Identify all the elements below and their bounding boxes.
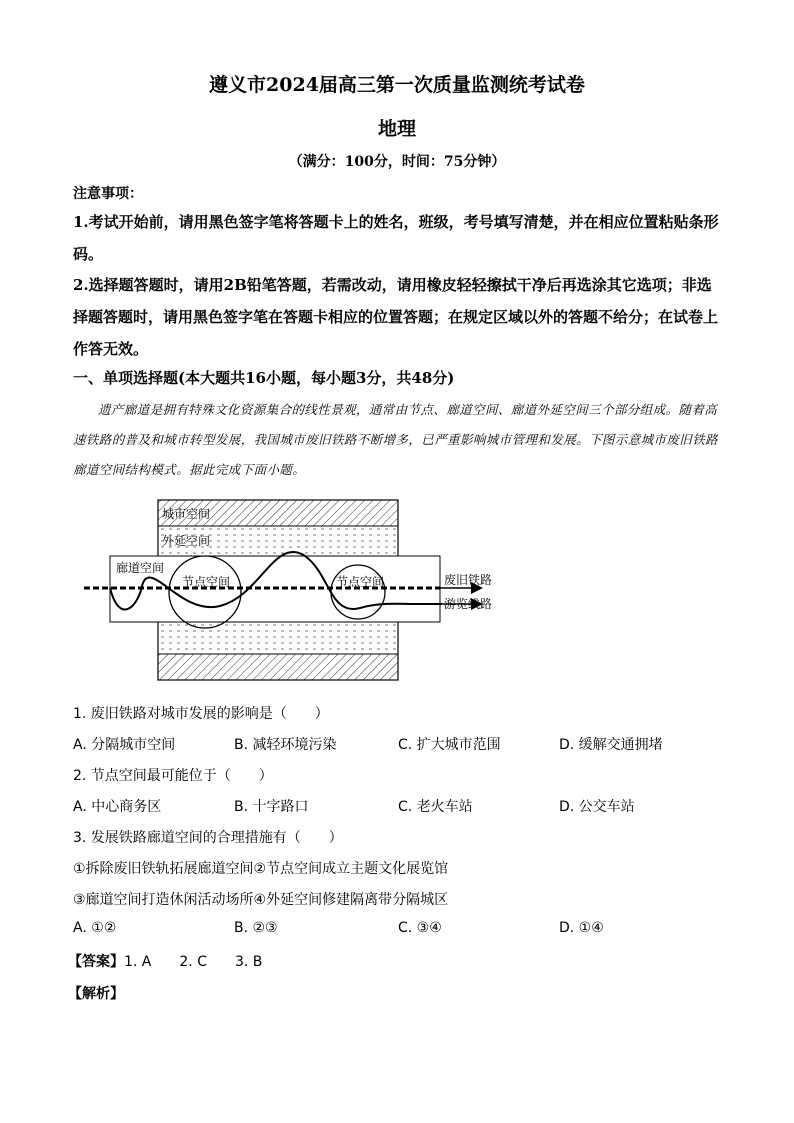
analysis-tag: 【解析】 [68, 986, 124, 1002]
question-2-option-d: D. 公交车站 [559, 799, 635, 815]
answer-text: 1. A 2. C 3. B [124, 954, 263, 970]
corridor-structure-figure [80, 496, 510, 686]
notice-item-2: 2.选择题答题时，请用2B铅笔答题，若需改动，请用橡皮轻轻擦拭干净后再选涂其它选项；非选择题答题时，请用黑色签字笔在答题卡相应的位置答题；在规定区域以外的答题不给分；在试卷上作答无效。 [73, 276, 719, 358]
question-3-option-d: D. ①④ [559, 920, 604, 936]
question-3-statements-line-2: ③廊道空间打造休闲活动场所④外延空间修建隔离带分隔城区 [73, 892, 449, 908]
label-corridor-space: 廊道空间 [116, 561, 165, 575]
question-3-option-b: B. ②③ [234, 920, 278, 936]
label-outer-space: 外延空间 [162, 534, 211, 548]
label-old-railway: 废旧铁路 [444, 573, 493, 587]
question-3-option-a: A. ①② [73, 920, 117, 936]
label-tour-route: 游览线路 [444, 597, 493, 611]
label-node-space-2: 节点空间 [336, 575, 385, 589]
question-3-option-c: C. ③④ [398, 920, 442, 936]
score-time-line: （满分：100分，时间：75分钟） [288, 154, 506, 170]
question-1-option-b: B. 减轻环境污染 [234, 737, 337, 753]
notice-item-1: 1.考试开始前，请用黑色签字笔将答题卡上的姓名，班级，考号填写清楚，并在相应位置粘贴条形码。 [73, 213, 719, 263]
question-1-option-c: C. 扩大城市范围 [398, 737, 501, 753]
question-1-option-d: D. 缓解交通拥堵 [559, 737, 663, 753]
label-city-space: 城市空间 [162, 507, 211, 521]
question-1-stem: 1. 废旧铁路对城市发展的影响是（ ） [73, 706, 329, 722]
question-2-option-b: B. 十字路口 [234, 799, 309, 815]
notice-heading: 注意事项： [73, 186, 143, 202]
city-space-bottom-band [158, 654, 398, 680]
answer-line [68, 951, 262, 971]
section-heading: 一、单项选择题(本大题共16小题，每小题3分，共48分) [73, 369, 455, 387]
question-1-option-a: A. 分隔城市空间 [73, 737, 176, 753]
subject-title: 地理 [377, 118, 416, 140]
exam-title: 遵义市2024届高三第一次质量监测统考试卷 [209, 74, 585, 96]
question-2-option-c: C. 老火车站 [398, 799, 473, 815]
material-paragraph: 遗产廊道是拥有特殊文化资源集合的线性景观，通常由节点、廊道空间、廊道外延空间三个部分组成。随着高速铁路的普及和城市转型发展，我国城市废旧铁路不断增多，已严重影响城市管理和发展。下图示意城市废旧铁路廊道空间结构模式。据此完成下面小题。 [73, 402, 719, 477]
label-node-space-1: 节点空间 [182, 575, 231, 589]
question-3-statements-line-1: ①拆除废旧铁轨拓展廊道空间②节点空间成立主题文化展览馆 [73, 861, 449, 877]
question-3-stem: 3. 发展铁路廊道空间的合理措施有（ ） [73, 830, 343, 846]
answer-tag: 【答案】 [68, 954, 124, 970]
question-2-stem: 2. 节点空间最可能位于（ ） [73, 768, 273, 784]
question-2-option-a: A. 中心商务区 [73, 799, 162, 815]
